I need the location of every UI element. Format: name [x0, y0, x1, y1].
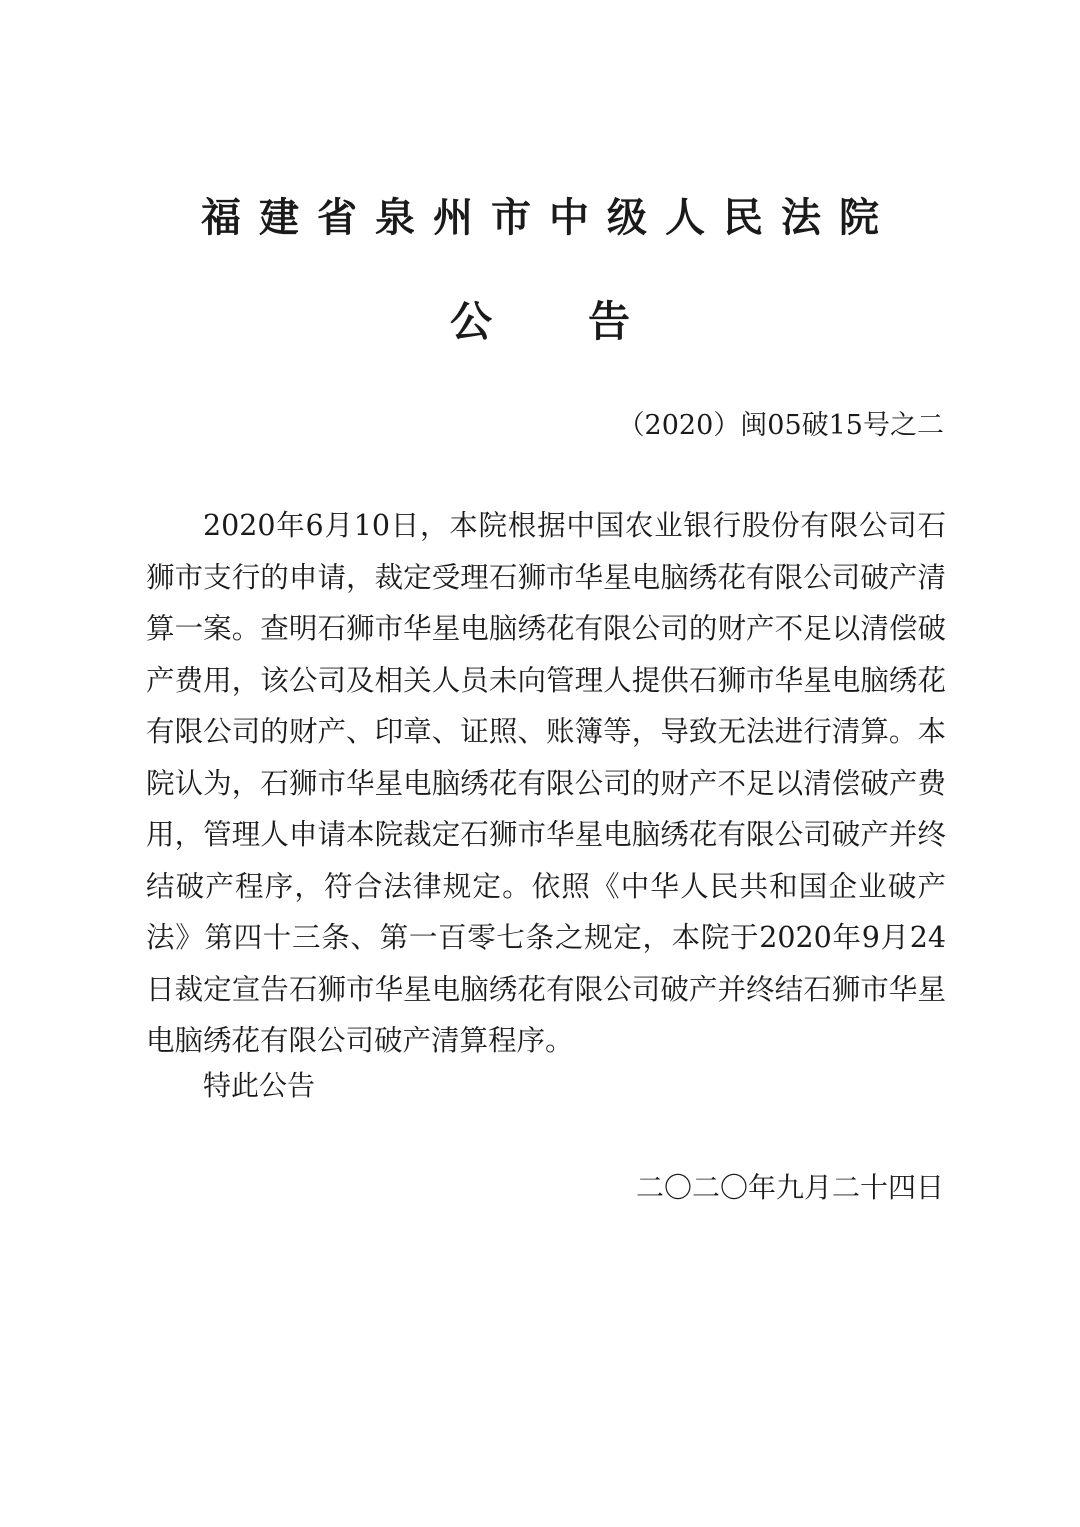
case-number: （2020）闽05破15号之二 — [617, 410, 944, 441]
notice-date: 二〇二〇年九月二十四日 — [635, 1171, 944, 1204]
closing-phrase: 特此公告 — [203, 1069, 316, 1102]
notice-title: 公告 — [449, 297, 726, 346]
notice-body-paragraph: 2020年6月10日，本院根据中国农业银行股份有限公司石狮市支行的申请，裁定受理石狮市华星电脑绣花有限公司破产清算一案。查明石狮市华星电脑绣花有限公司的财产不足以清偿破产费用，该公司及相关人员未向管理人提供石狮市华星电脑绣花有限公司的财产、印章、证照、账簿等，导致无法进行清算。本院认为，石狮市华星电脑绣花有限公司的财产不足以清偿破产费用，管理人申请本院裁定石狮市华星电脑绣花有限公司破产并终结破产程序，符合法律规定。依照《中华人民共和国企业破产法》第四十三条、第一百零七条之规定，本院于2020年9月24日裁定宣告石狮市华星电脑绣花有限公司破产并终结石狮市华星电脑绣花有限公司破产清算程序。 — [146, 509, 946, 1057]
court-name-heading: 福建省泉州市中级人民法院 — [201, 194, 897, 241]
